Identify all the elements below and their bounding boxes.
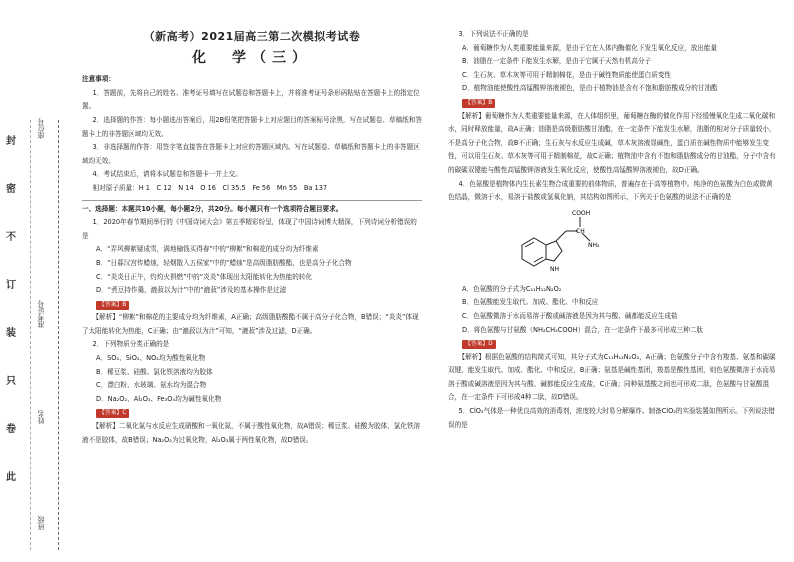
class-field: 班级 <box>37 516 45 530</box>
q2-option-d: D．Na₂O₂、Al₂O₃、Fe₃O₄均为碱性氧化物 <box>96 394 222 403</box>
binding-char: 密 <box>6 184 16 195</box>
question-5: 5．ClO₂气体是一种优良高效的消毒剂，浓度较大时易分解爆炸。制备ClO₂的实验装置如图所示。下列说法错误的是 <box>448 407 775 429</box>
notice-item: 1．答题前，先将自己的姓名、准考证号填写在试题卷和答题卡上，并将准考证号条形码粘贴在答题卡上的指定位置。 <box>82 88 420 111</box>
ch-label: CH <box>576 227 585 235</box>
q2-option-a: A．SO₂、SiO₂、NO₂均为酸性氧化物 <box>96 354 206 363</box>
name-field: 姓名 <box>37 410 45 424</box>
q2-option-b: B．稀豆浆、硅酸、氯化铁溶液均为胶体 <box>96 367 213 376</box>
tryptophan-structure <box>508 205 778 283</box>
q1-explanation: 【解析】“柳絮”和棉花的主要成分均为纤维素，A正确；高级脂肪酸酯不属于高分子化合物，B错误；“炎炎”体现了太阳能转化为热能，C正确；由“漉菽以为汁”可知，“漉菽”涉及过滤，D正确。 <box>82 313 419 335</box>
question-3: 3．下列说法不正确的是 <box>458 30 529 38</box>
q3-explanation: 【解析】葡萄糖作为人类重要能量来源，在人体组织里，葡萄糖在酶的催化作用下经缓慢氧化生成二氧化碳和水，同时释放能量，故A正确；油脂是高级脂肪酸甘油酯，在一定条件下能发生水解，油脂的相对分子质量较小，不是高分子化合物，故B不正确；生石灰与水反应生成碱，草木灰溶液显碱性，蛋白质在碱性物质中能够发生变性，可以用生石灰、草木灰等可用于精制棉花，故C正确；植物油中含有不饱和脂肪酸成分的甘油酯，分子中含有的碳碳双键能与酸性高锰酸钾溶液发生氧化反应，使酸性高锰酸钾溶液褪色，故D正确。 <box>448 111 776 174</box>
section-heading: 一、选择题：本题共10小题，每小题2分，共20分。每小题只有一个选项符合题目要求。 <box>82 204 343 213</box>
question-2: 2．下列物质分类正确的是 <box>92 340 170 349</box>
notice-heading: 注意事项： <box>82 75 115 84</box>
left-column <box>82 0 422 447</box>
atomic-masses: 相对原子质量：H 1 C 12 N 14 O 16 Cl 35.5 Fe 56 Mn 55 Ba 137 <box>92 183 328 192</box>
q4-option-a: A．色氨酸的分子式为C₁₁H₁₂N₂O₂ <box>462 284 562 293</box>
q3-option-b: B．油脂在一定条件下能发生水解，是由于它属于天然有机高分子 <box>462 57 652 66</box>
binding-char: 卷 <box>6 424 16 435</box>
q4-option-d: D．将色氨酸与甘氨酸（NH₂CH₂COOH）混合，在一定条件下最多可形成三种二肽 <box>462 325 703 334</box>
q1-option-d: D．“煮豆持作羹，漉菽以为汁”中的“漉菽”涉及的基本操作是过滤 <box>96 286 287 295</box>
binding-char: 只 <box>6 376 16 387</box>
q1-option-c: C．“炎炎日正午，灼灼火俱燃”中的“炎炎”体现出太阳能转化为热能的转化 <box>96 272 313 281</box>
q2-explanation: 【解析】二氧化氮与水反应生成硝酸和一氧化氮，不属于酸性氧化物，故A错误；稀豆浆、硅酸为胶体，氯化铁溶液不是胶体，故B错误；Na₂O₂为过氧化物，Al₂O₃属于两性氧化物，故D错误。 <box>82 422 421 444</box>
notice-item: 3．非选择题的作答：用签字笔直接答在答题卡上对应的答题区域内。写在试题卷、草稿纸和答题卡上的非答题区域均无效。 <box>82 143 420 165</box>
q4-explanation: 【解析】根据色氨酸的结构简式可知，其分子式为C₁₁H₁₂N₂O₂，A正确；色氨酸分子中含有羧基、氨基和碳碳双键，能发生取代、加成、酯化、中和反应，B正确；氨基是碱性基团，羧基是酸性基团，则色氨酸微溶于水而易溶于酸或碱溶液是因为其与酸、碱都能反应生成盐，C正确；同种氨基酸之间也可形成二肽，色氨酸与甘氨酸混合，在一定条件下可形成4种二肽，故D错误。 <box>448 352 776 402</box>
q3-option-c: C．生石灰、草木灰等可用于精制棉花，是由于碱性物质能使蛋白质变性 <box>462 70 672 79</box>
q4-option-b: B．色氨酸能发生取代、加成、酯化、中和反应 <box>462 298 599 307</box>
question-4: 4．色氨酸是植物体内生长素生物合成重要的前体物质，普遍存在于高等植物中。纯净的色氨酸为白色或微黄色结晶，微溶于水，易溶于盐酸或氢氧化钠，其结构如图所示，下列关于色氨酸的说法不正确的是 <box>448 179 773 202</box>
q1-answer-badge: 【答案】B <box>96 301 129 310</box>
binding-char: 订 <box>6 280 16 291</box>
exam-subject: 化 学（三） <box>192 49 312 66</box>
binding-char: 此 <box>6 472 16 483</box>
binding-char: 不 <box>6 232 16 243</box>
q1-option-b: B．“日暮汉宫传蜡烛，轻烟散入五侯家”中的“蜡烛”是高级脂肪酸酯，也是高分子化合物 <box>96 258 352 267</box>
binding-cut-line <box>58 120 59 550</box>
notice-item: 2．选择题的作答：每小题选出答案后，用2B铅笔把答题卡上对应题目的答案标号涂黑，写在试题卷、草稿纸和答题卡上的非答题区域均无效。 <box>82 115 422 138</box>
q4-answer-badge: 【答案】D <box>462 340 496 349</box>
exam-title: （新高考）2021届高三第二次模拟考试卷 <box>143 30 361 43</box>
exam-id-field: 准考证号 <box>37 300 45 328</box>
q2-option-c: C．漂白粉、水玻璃、氨水均为混合物 <box>96 381 207 390</box>
cooh-label: COOH <box>572 209 591 217</box>
q1-option-a: A．“弄风柳絮疑成雪，满地榆钱买得春”中的“柳絮”和棉花的成分均为纤维素 <box>96 245 319 254</box>
q3-option-a: A．葡萄糖作为人类重要能量来源，是由于它在人体内酶催化下发生氧化反应，放出能量 <box>462 43 718 52</box>
seat-number-field: 座位号 <box>37 118 45 139</box>
tryptophan-diagram <box>508 205 628 283</box>
nh2-label: NH₂ <box>588 241 600 249</box>
question-1: 1．2020年春节期间举行的《中国诗词大会》第五季精彩纷呈，体现了中国诗词博大精深，下列诗词分析错误的是 <box>82 218 417 240</box>
notice-item: 4．考试结束后，请将本试题卷和答题卡一并上交。 <box>92 170 242 179</box>
binding-strip <box>0 0 78 562</box>
q2-answer-badge: 【答案】C <box>96 409 129 418</box>
binding-char: 装 <box>6 328 16 339</box>
q3-answer-badge: 【答案】B <box>462 99 495 108</box>
q3-option-d: D．植物油能使酸性高锰酸钾溶液褪色，是由于植物油是含有不饱和脂肪酸成分的甘油酯 <box>462 84 718 93</box>
binding-char: 封 <box>6 136 16 147</box>
q4-option-c: C．色氨酸微溶于水而易溶于酸或碱溶液是因为其与酸、碱都能反应生成盐 <box>462 311 678 320</box>
binding-inner-line <box>30 120 31 550</box>
divider <box>82 200 422 201</box>
right-column <box>448 28 778 432</box>
nh-label: NH <box>550 265 559 273</box>
